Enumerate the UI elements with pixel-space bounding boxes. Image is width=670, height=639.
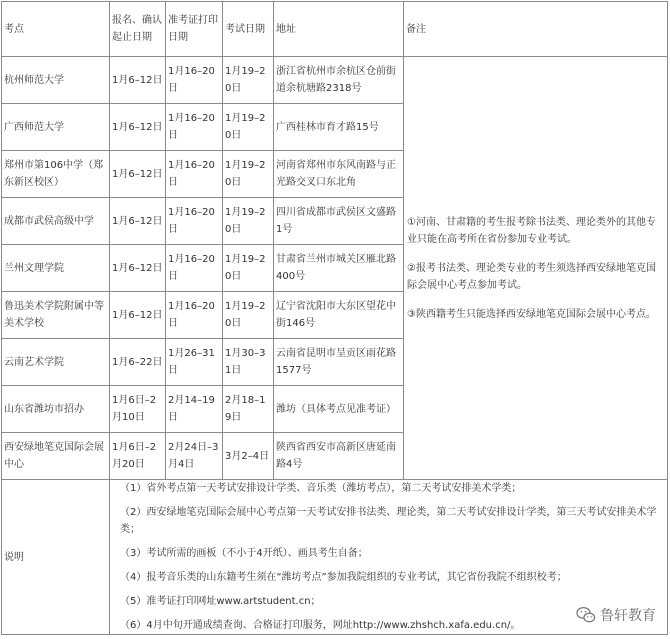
remark-cell (404, 57, 668, 480)
description-row (2, 480, 668, 635)
cell-registration: 1月6日–2月10日 (110, 386, 166, 433)
exam-schedule-table (1, 1, 668, 635)
cell-site: 广西师范大学 (2, 104, 110, 151)
cell-ticket: 1月16–20日 (166, 104, 223, 151)
cell-address: 四川省成都市武侯区文盛路1号 (274, 198, 404, 245)
header-registration: 报名、确认起止日期 (110, 2, 166, 57)
remark-item: ①河南、甘肃籍的考生报考除书法类、理论类外的其他专业只能在高考所在省份参加专业考试。 (407, 216, 656, 245)
cell-ticket: 1月16–20日 (166, 292, 223, 339)
cell-address: 浙江省杭州市余杭区仓前街道余杭塘路2318号 (274, 57, 404, 104)
header-exam: 考试日期 (223, 2, 274, 57)
cell-registration: 1月6–22日 (110, 339, 166, 386)
cell-address: 陕西省西安市高新区唐延南路4号 (274, 433, 404, 480)
cell-exam: 2月18–19日 (223, 386, 274, 433)
cell-ticket: 1月16–20日 (166, 151, 223, 198)
cell-registration: 1月6日–2月20日 (110, 433, 166, 480)
cell-ticket: 1月16–20日 (166, 245, 223, 292)
cell-exam: 1月30–31日 (223, 339, 274, 386)
watermark (576, 605, 656, 625)
cell-address: 甘肃省兰州市城关区雁北路400号 (274, 245, 404, 292)
remark-item: ③陕西籍考生只能选择西安绿地笔克国际会展中心考点。 (407, 308, 656, 320)
header-remark: 备注 (404, 2, 668, 57)
cell-registration: 1月6–12日 (110, 151, 166, 198)
cell-address: 河南省郑州市东风南路与正光路交叉口东北角 (274, 151, 404, 198)
cell-registration: 1月6–12日 (110, 292, 166, 339)
remark-item: ②报考书法类、理论类专业的考生须选择西安绿地笔克国际会展中心考点参加考试。 (407, 262, 656, 291)
header-ticket: 准考证打印日期 (166, 2, 223, 57)
header-site: 考点 (2, 2, 110, 57)
cell-exam: 1月19–20日 (223, 151, 274, 198)
cell-site: 成都市武侯高级中学 (2, 198, 110, 245)
cell-exam: 1月19–20日 (223, 292, 274, 339)
cell-registration: 1月6–12日 (110, 198, 166, 245)
cell-exam: 1月19–20日 (223, 245, 274, 292)
cell-exam: 3月2–4日 (223, 433, 274, 480)
cell-site: 西安绿地笔克国际会展中心 (2, 433, 110, 480)
cell-ticket: 2月14–19日 (166, 386, 223, 433)
cell-exam: 1月19–20日 (223, 198, 274, 245)
cell-registration: 1月6–12日 (110, 245, 166, 292)
table-row (2, 57, 668, 104)
description-item: （1）省外考点第一天考试安排设计学类、音乐类（潍坊考点），第二天考试安排美术学类； (120, 483, 522, 494)
cell-ticket: 1月26–31日 (166, 339, 223, 386)
header-row (2, 2, 668, 57)
cell-address: 云南省昆明市呈贡区雨花路1577号 (274, 339, 404, 386)
description-label: 说明 (2, 480, 110, 635)
cell-ticket: 1月16–20日 (166, 198, 223, 245)
wechat-icon (576, 606, 596, 624)
cell-site: 云南艺术学院 (2, 339, 110, 386)
cell-ticket: 1月16–20日 (166, 57, 223, 104)
cell-site: 兰州文理学院 (2, 245, 110, 292)
description-item: （3）考试所需的画板（不小于4开纸）、画具考生自备； (120, 548, 368, 559)
cell-registration: 1月6–12日 (110, 104, 166, 151)
cell-exam: 1月19–20日 (223, 57, 274, 104)
watermark-text: 鲁轩教育 (600, 608, 656, 624)
description-item: （5）准考证打印网址www.artstudent.cn； (120, 596, 321, 607)
cell-site: 杭州师范大学 (2, 57, 110, 104)
cell-site: 郑州市第106中学（郑东新区校区） (2, 151, 110, 198)
description-item: （6）4月中旬开通成绩查询、合格证打印服务，网址http://www.zhshch.xafa.edu.cn/。 (120, 620, 521, 631)
cell-site: 鲁迅美术学院附属中等美术学校 (2, 292, 110, 339)
cell-registration: 1月6–12日 (110, 57, 166, 104)
cell-address: 辽宁省沈阳市大东区望花中街146号 (274, 292, 404, 339)
header-address: 地址 (274, 2, 404, 57)
cell-exam: 1月19–20日 (223, 104, 274, 151)
cell-site: 山东省潍坊市招办 (2, 386, 110, 433)
cell-address: 潍坊（具体考点见准考证） (274, 386, 404, 433)
description-item: （2）西安绿地笔克国际会展中心考点第一天考试安排书法类、理论类，第二天考试安排设计学类，第三天考试安排美术学类； (120, 507, 657, 535)
cell-address: 广西桂林市育才路15号 (274, 104, 404, 151)
cell-ticket: 2月24日–3月4日 (166, 433, 223, 480)
description-item: （4）报考音乐类的山东籍考生须在“潍坊考点”参加我院组织的专业考试，其它省份我院不组织校考； (120, 572, 567, 583)
